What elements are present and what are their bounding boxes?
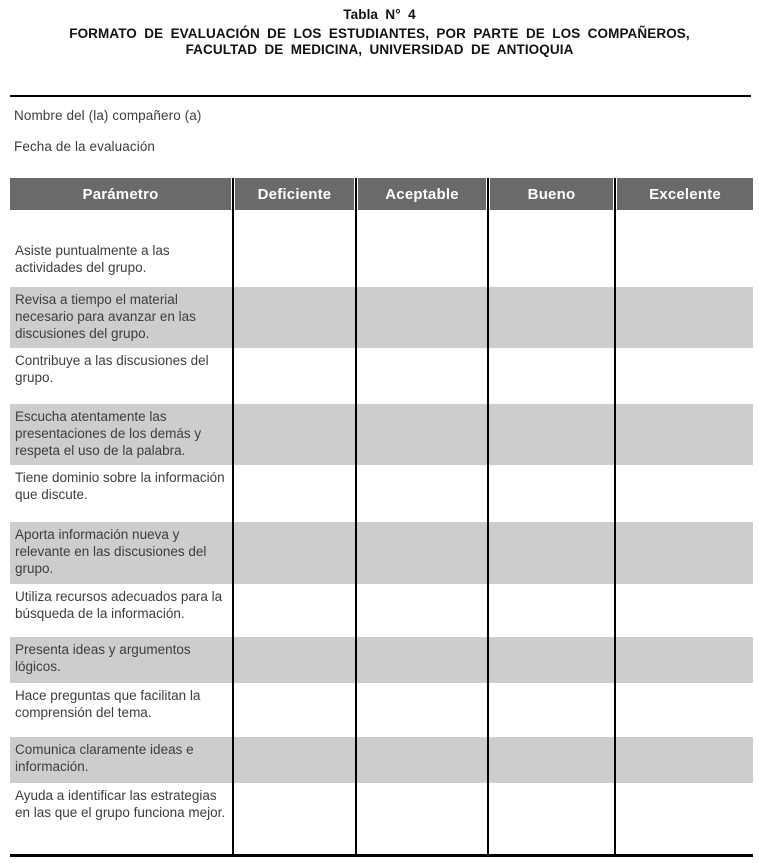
rating-cell-bueno xyxy=(488,210,615,287)
column-divider xyxy=(487,178,489,854)
rating-cell-deficiente xyxy=(233,522,356,584)
column-divider xyxy=(614,178,616,854)
parameter-cell: Utiliza recursos adecuados para la búsqueda de la información. xyxy=(10,584,233,637)
rating-cell-aceptable xyxy=(356,737,488,783)
table-row xyxy=(10,465,753,522)
rating-cell-bueno xyxy=(488,465,615,522)
rating-cell-deficiente xyxy=(233,404,356,465)
rating-cell-aceptable xyxy=(356,683,488,737)
table-title xyxy=(0,7,759,58)
parameter-cell: Escucha atentamente las presentaciones de los demás y respeta el uso de la palabra. xyxy=(10,404,233,465)
parameter-cell: Ayuda a identificar las estrategias en las que el grupo funciona mejor. xyxy=(10,783,233,854)
rating-cell-aceptable xyxy=(356,404,488,465)
rating-cell-aceptable xyxy=(356,287,488,348)
rating-cell-excelente xyxy=(615,637,753,683)
parameter-cell: Presenta ideas y argumentos lógicos. xyxy=(10,637,233,683)
parameter-cell: Contribuye a las discusiones del grupo. xyxy=(10,348,233,404)
evaluation-table xyxy=(10,178,753,857)
rating-cell-excelente xyxy=(615,210,753,287)
rating-cell-bueno xyxy=(488,287,615,348)
rating-cell-deficiente xyxy=(233,348,356,404)
rating-cell-bueno xyxy=(488,348,615,404)
col-header-excelente: Excelente xyxy=(615,178,753,210)
rating-cell-excelente xyxy=(615,287,753,348)
table-body xyxy=(10,210,753,854)
rating-cell-bueno xyxy=(488,522,615,584)
rating-cell-aceptable xyxy=(356,637,488,683)
table-row xyxy=(10,737,753,783)
parameter-cell: Aporta información nueva y relevante en las discusiones del grupo. xyxy=(10,522,233,584)
evaluation-table-grid xyxy=(10,178,753,854)
col-header-bueno: Bueno xyxy=(488,178,615,210)
rating-cell-excelente xyxy=(615,404,753,465)
rating-cell-deficiente xyxy=(233,683,356,737)
parameter-cell: Asiste puntualmente a las actividades del grupo. xyxy=(10,210,233,287)
table-row xyxy=(10,210,753,287)
table-row xyxy=(10,637,753,683)
rating-cell-bueno xyxy=(488,683,615,737)
top-rule xyxy=(10,95,751,97)
table-row xyxy=(10,348,753,404)
col-header-deficiente: Deficiente xyxy=(233,178,356,210)
rating-cell-excelente xyxy=(615,584,753,637)
table-row xyxy=(10,683,753,737)
table-row xyxy=(10,287,753,348)
rating-cell-bueno xyxy=(488,637,615,683)
rating-cell-deficiente xyxy=(233,210,356,287)
title-line-1: Tabla N° 4 xyxy=(343,7,416,22)
rating-cell-excelente xyxy=(615,465,753,522)
table-row xyxy=(10,584,753,637)
rating-cell-deficiente xyxy=(233,783,356,854)
rating-cell-aceptable xyxy=(356,210,488,287)
col-header-parametro: Parámetro xyxy=(10,178,233,210)
header-row xyxy=(10,178,753,210)
parameter-cell: Comunica claramente ideas e información. xyxy=(10,737,233,783)
rating-cell-aceptable xyxy=(356,783,488,854)
rating-cell-deficiente xyxy=(233,737,356,783)
parameter-cell: Tiene dominio sobre la información que discute. xyxy=(10,465,233,522)
rating-cell-bueno xyxy=(488,404,615,465)
rating-cell-excelente xyxy=(615,737,753,783)
rating-cell-aceptable xyxy=(356,522,488,584)
parameter-cell: Hace preguntas que facilitan la comprensión del tema. xyxy=(10,683,233,737)
rating-cell-deficiente xyxy=(233,287,356,348)
rating-cell-deficiente xyxy=(233,637,356,683)
rating-cell-deficiente xyxy=(233,584,356,637)
rating-cell-deficiente xyxy=(233,465,356,522)
rating-cell-aceptable xyxy=(356,465,488,522)
rating-cell-aceptable xyxy=(356,348,488,404)
rating-cell-excelente xyxy=(615,348,753,404)
rating-cell-bueno xyxy=(488,783,615,854)
rating-cell-bueno xyxy=(488,737,615,783)
field-fecha-evaluacion: Fecha de la evaluación xyxy=(14,139,156,154)
parameter-cell: Revisa a tiempo el material necesario para avanzar en las discusiones del grupo. xyxy=(10,287,233,348)
rating-cell-bueno xyxy=(488,584,615,637)
table-row xyxy=(10,404,753,465)
column-divider xyxy=(232,178,234,854)
field-nombre-companero: Nombre del (la) compañero (a) xyxy=(14,108,202,123)
col-header-aceptable: Aceptable xyxy=(356,178,488,210)
column-divider xyxy=(355,178,357,854)
table-row xyxy=(10,522,753,584)
rating-cell-aceptable xyxy=(356,584,488,637)
title-line-2: FORMATO DE EVALUACIÓN DE LOS ESTUDIANTES, POR PARTE DE LOS COMPAÑEROS, xyxy=(69,26,690,41)
title-line-3: FACULTAD DE MEDICINA, UNIVERSIDAD DE ANTIOQUIA xyxy=(185,42,574,57)
table-row xyxy=(10,783,753,854)
rating-cell-excelente xyxy=(615,783,753,854)
rating-cell-excelente xyxy=(615,522,753,584)
rating-cell-excelente xyxy=(615,683,753,737)
